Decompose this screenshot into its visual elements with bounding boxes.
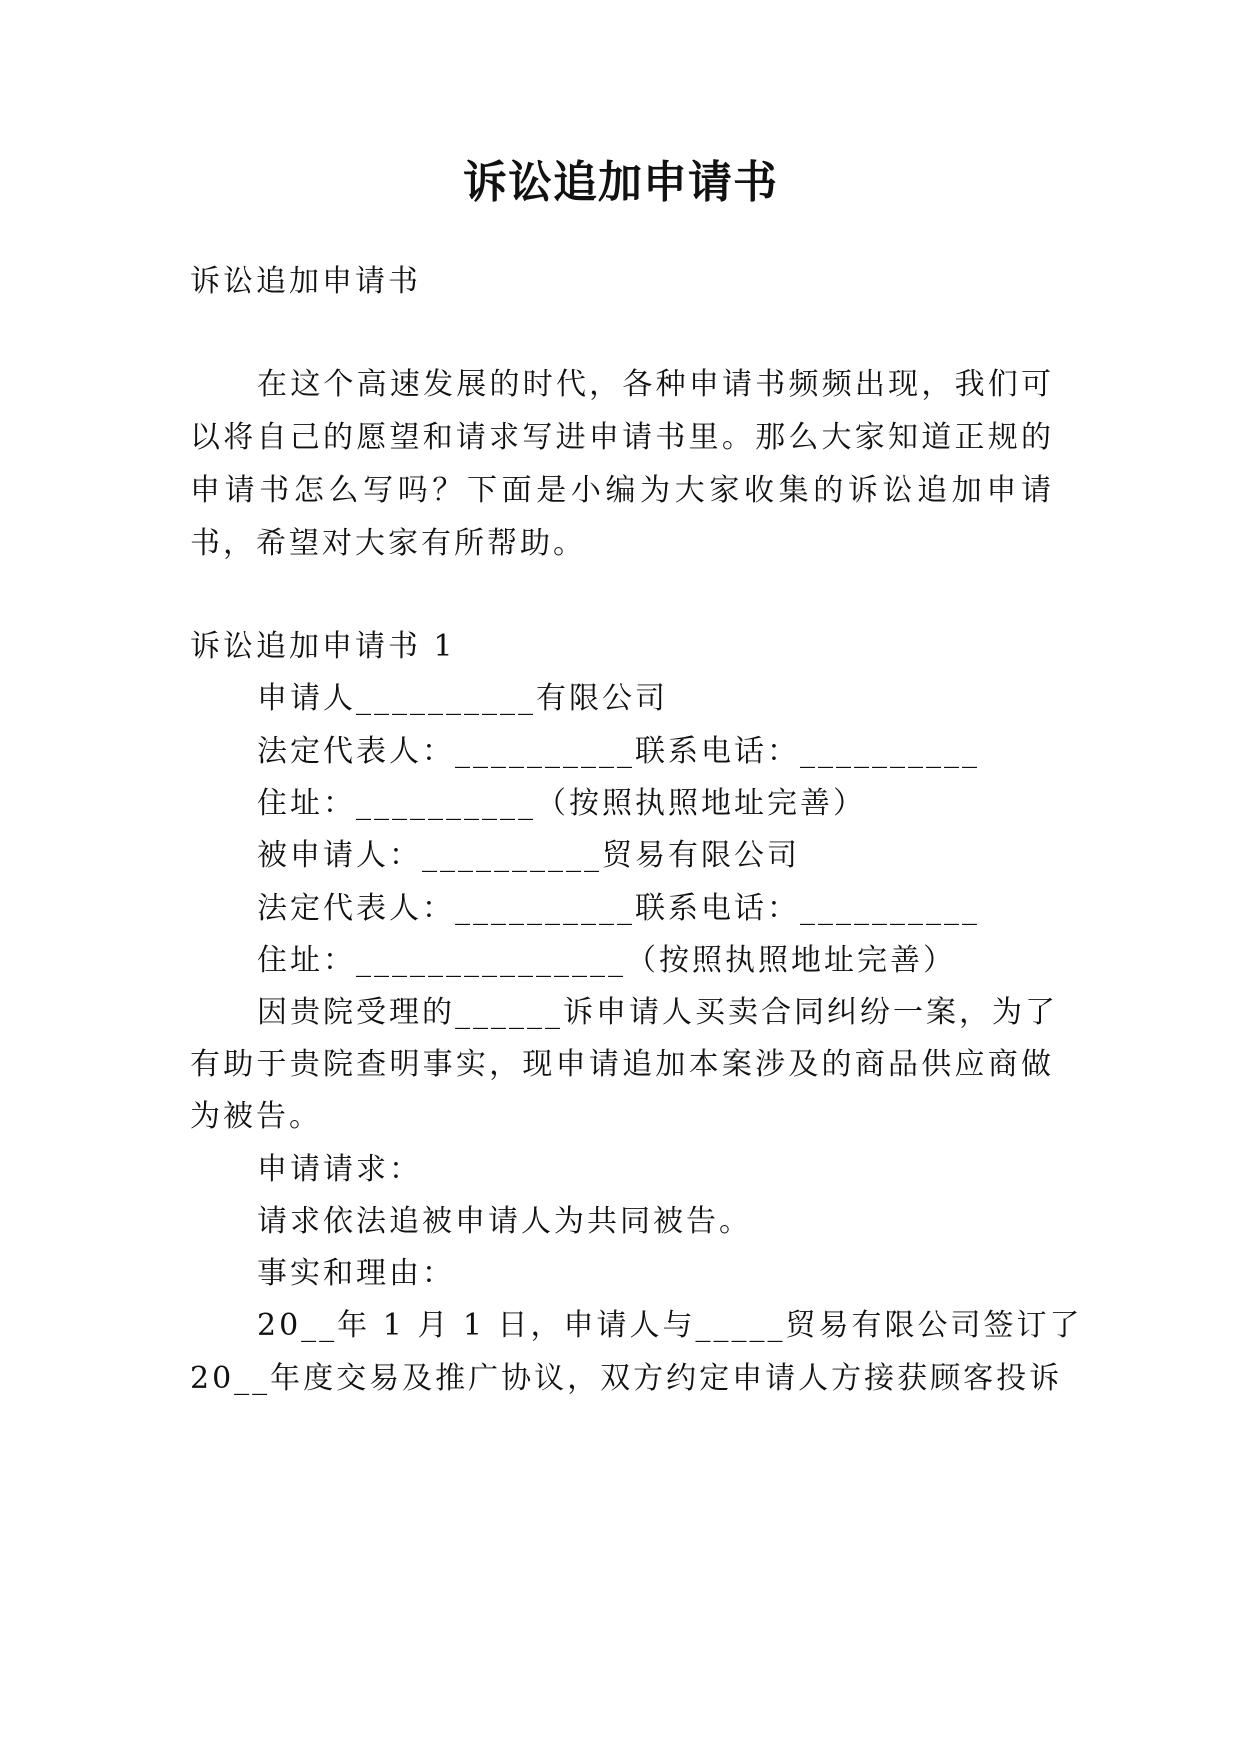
applicant-line: 申请人__________有限公司: [257, 681, 668, 716]
reason-line: 因贵院受理的______诉申请人买卖合同纠纷一案，为了: [257, 995, 1058, 1030]
respondent-representative-line: 法定代表人：__________联系电话：__________: [257, 891, 980, 926]
request-text: 请求依法追被申请人为共同被告。: [257, 1204, 752, 1239]
document-title: 诉讼追加申请书: [463, 157, 778, 208]
facts-line: 20__年 1 月 1 日，申请人与_____贸易有限公司签订了: [257, 1308, 1083, 1343]
reason-line: 为被告。: [190, 1099, 322, 1134]
applicant-address-line: 住址：__________（按照执照地址完善）: [257, 786, 866, 821]
intro-line: 申请书怎么写吗？下面是小编为大家收集的诉讼追加申请: [190, 473, 1054, 508]
reason-line: 有助于贵院查明事实，现申请追加本案涉及的商品供应商做: [190, 1047, 1054, 1082]
applicant-representative-line: 法定代表人：__________联系电话：__________: [257, 734, 980, 769]
intro-line: 在这个高速发展的时代，各种申请书频频出现，我们可: [257, 367, 1054, 402]
intro-line: 以将自己的愿望和请求写进申请书里。那么大家知道正规的: [190, 420, 1054, 455]
intro-line: 书，希望对大家有所帮助。: [190, 526, 586, 561]
request-heading: 申请请求：: [257, 1152, 422, 1187]
subtitle: 诉讼追加申请书: [190, 264, 421, 299]
facts-heading: 事实和理由：: [257, 1256, 455, 1291]
section-heading: 诉讼追加申请书 1: [190, 629, 456, 664]
facts-line: 20__年度交易及推广协议，双方约定申请人方接获顾客投诉: [190, 1361, 1063, 1396]
respondent-line: 被申请人：__________贸易有限公司: [257, 838, 800, 873]
respondent-address-line: 住址：_______________（按照执照地址完善）: [257, 943, 956, 978]
